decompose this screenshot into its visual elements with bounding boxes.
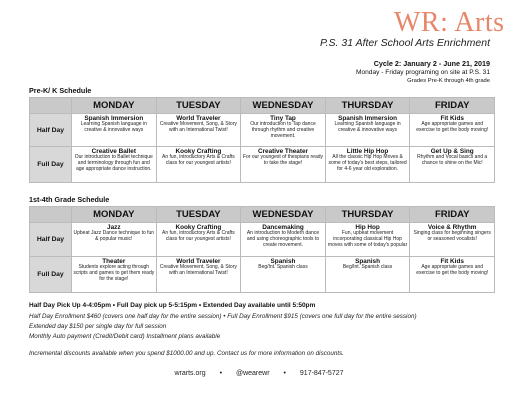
class-desc: Fun, upbeat movement incorporating classical Hip Hop moves with some of today's popular xyxy=(327,230,408,249)
day-header: THURSDAY xyxy=(325,207,410,223)
prek-section-title: Pre-K/ K Schedule xyxy=(29,86,92,95)
class-cell xyxy=(72,223,157,257)
class-title: Fit Kids xyxy=(440,115,464,122)
class-title: World Traveler xyxy=(176,258,221,265)
class-desc: Beg/Int. Spanish class xyxy=(258,264,308,271)
brand-logo: WR: Arts xyxy=(394,7,505,38)
day-header: MONDAY xyxy=(72,98,157,114)
class-cell xyxy=(156,257,241,293)
prek-half-day-row xyxy=(30,114,495,147)
row-label: Half Day xyxy=(30,114,72,147)
class-cell xyxy=(410,223,495,257)
class-title: Creative Ballet xyxy=(91,148,136,155)
class-title: Tiny Tap xyxy=(270,115,296,122)
class-title: Voice & Rhythm xyxy=(427,224,477,231)
class-desc: Learning Spanish language in creative & innovative ways xyxy=(80,121,147,134)
class-title: Spanish Immersion xyxy=(338,115,398,122)
class-cell xyxy=(410,147,495,183)
class-cell xyxy=(325,114,410,147)
class-desc: Students explore acting through scripts and games to get them ready for the stage! xyxy=(73,264,155,283)
grade-schedule-table xyxy=(29,206,495,293)
class-desc: Creative Movement, Song, & Story with an International Twist! xyxy=(159,264,237,277)
class-title: Kooky Crafting xyxy=(175,224,222,231)
day-header: TUESDAY xyxy=(156,98,241,114)
day-header: TUESDAY xyxy=(156,207,241,223)
day-header: WEDNESDAY xyxy=(241,207,326,223)
class-title: Spanish xyxy=(355,258,380,265)
day-header: FRIDAY xyxy=(410,207,495,223)
class-desc: Beg/Int. Spanish class xyxy=(342,264,393,271)
class-desc: All the classic Hip Hop Moves & some of today's best steps, tailored for 4-6 year old exploration. xyxy=(328,154,407,173)
footer-separator: • xyxy=(219,370,223,377)
class-cell xyxy=(156,114,241,147)
class-desc: Creative Movement, Song, & Story with an International Twist! xyxy=(159,121,237,134)
class-cell xyxy=(241,147,326,183)
prek-full-day-row xyxy=(30,147,495,183)
class-desc: For our youngest of thespians ready to take the stage! xyxy=(242,154,323,167)
class-cell xyxy=(72,114,157,147)
class-desc: Our introduction to Ballet technique and terminology through fun and age appropriate dance instruction. xyxy=(74,154,153,173)
class-cell xyxy=(241,223,326,257)
day-header: WEDNESDAY xyxy=(241,98,326,114)
footer-separator: • xyxy=(283,370,286,377)
class-title: Creative Theater xyxy=(257,148,309,155)
social-handle[interactable]: @wearewr xyxy=(235,370,270,377)
autopay-info: Monthly Auto payment (Credit/Debit card) Installment plans available xyxy=(29,333,221,340)
class-cell xyxy=(325,223,410,257)
class-desc: Our introduction to Tap dance through rhythm and creative movement. xyxy=(250,121,316,140)
cycle-schedule: Monday - Friday programing on site at P.S. 31 xyxy=(355,69,490,77)
class-cell xyxy=(410,114,495,147)
class-cell xyxy=(156,147,241,183)
website-link[interactable]: wrarts.org xyxy=(174,370,206,377)
row-label: Half Day xyxy=(30,223,72,257)
class-desc: An fun, introductory Arts & Crafts class for our youngest artists! xyxy=(161,154,235,167)
class-cell xyxy=(72,257,157,293)
class-title: Theater xyxy=(102,258,126,265)
day-header: MONDAY xyxy=(72,207,157,223)
class-desc: Rhythm and Vocal basics and a chance to shine on the Mic! xyxy=(417,154,488,167)
grade-section-title: 1st-4th Grade Schedule xyxy=(29,195,110,204)
class-desc: Upbeat Jazz Dance technique to fun & popular music! xyxy=(73,230,155,243)
cycle-dates: Cycle 2: January 2 - June 21, 2019 xyxy=(373,59,490,68)
class-title: World Traveler xyxy=(176,115,221,122)
class-title: Get Up & Sing xyxy=(430,148,474,155)
prek-schedule-table xyxy=(29,97,495,183)
grade-half-day-row xyxy=(30,223,495,257)
class-cell xyxy=(241,257,326,293)
class-cell xyxy=(241,114,326,147)
cycle-info xyxy=(356,59,490,87)
class-cell xyxy=(325,257,410,293)
extended-day-info: Extended day $150 per single day for full session xyxy=(29,323,167,330)
prek-header-row xyxy=(30,98,495,114)
grade-full-day-row xyxy=(30,257,495,293)
page-subtitle: P.S. 31 After School Arts Enrichment xyxy=(319,37,490,49)
class-cell xyxy=(410,257,495,293)
class-title: Kooky Crafting xyxy=(175,148,222,155)
class-title: Spanish xyxy=(270,258,296,265)
grade-header-row xyxy=(30,207,495,223)
class-desc: Singing class for beginning singers or seasoned vocalists! xyxy=(413,230,491,243)
row-label: Full Day xyxy=(30,147,72,183)
class-cell xyxy=(325,147,410,183)
class-desc: An fun, introductory Arts & Crafts class for our youngest artists! xyxy=(161,230,235,243)
row-label: Full Day xyxy=(30,257,72,293)
cycle-grades: Grades Pre-K through 4th grade xyxy=(407,78,490,85)
day-header: THURSDAY xyxy=(325,98,410,114)
corner-cell xyxy=(30,207,72,223)
footer-contact xyxy=(0,370,518,377)
day-header: FRIDAY xyxy=(410,98,495,114)
corner-cell xyxy=(30,98,72,114)
class-title: Spanish Immersion xyxy=(84,115,144,122)
class-title: Jazz xyxy=(107,224,121,231)
class-title: Hip Hop xyxy=(355,224,380,231)
class-desc: Learning Spanish language in creative & innovative ways xyxy=(334,121,401,134)
class-desc: Age appropriate games and exercise to get the body moving! xyxy=(416,121,489,134)
discount-info: Incremental discounts available when you spend $1000.00 and up. Contact us for more information on discounts. xyxy=(29,350,345,357)
class-desc: Age appropriate games and exercise to get the body moving! xyxy=(416,264,489,277)
class-cell xyxy=(156,223,241,257)
pickup-times: Half Day Pick Up 4-4:05pm • Full Day pick up 5-5:15pm • Extended Day available until 5:50pm xyxy=(29,302,316,309)
phone-number[interactable]: 917-847-5727 xyxy=(299,370,344,377)
class-title: Fit Kids xyxy=(440,258,464,265)
class-cell xyxy=(72,147,157,183)
class-title: Little Hip Hop xyxy=(346,148,389,155)
enrollment-info: Half Day Enrollment $460 (covers one half day for the entire session) • Full Day Enrollment $915 (covers one full day for the entire session) xyxy=(29,313,417,320)
class-desc: An introduction to Modern dance and using choreographic tools to create movement. xyxy=(246,230,320,249)
class-title: Dancemaking xyxy=(262,224,304,231)
